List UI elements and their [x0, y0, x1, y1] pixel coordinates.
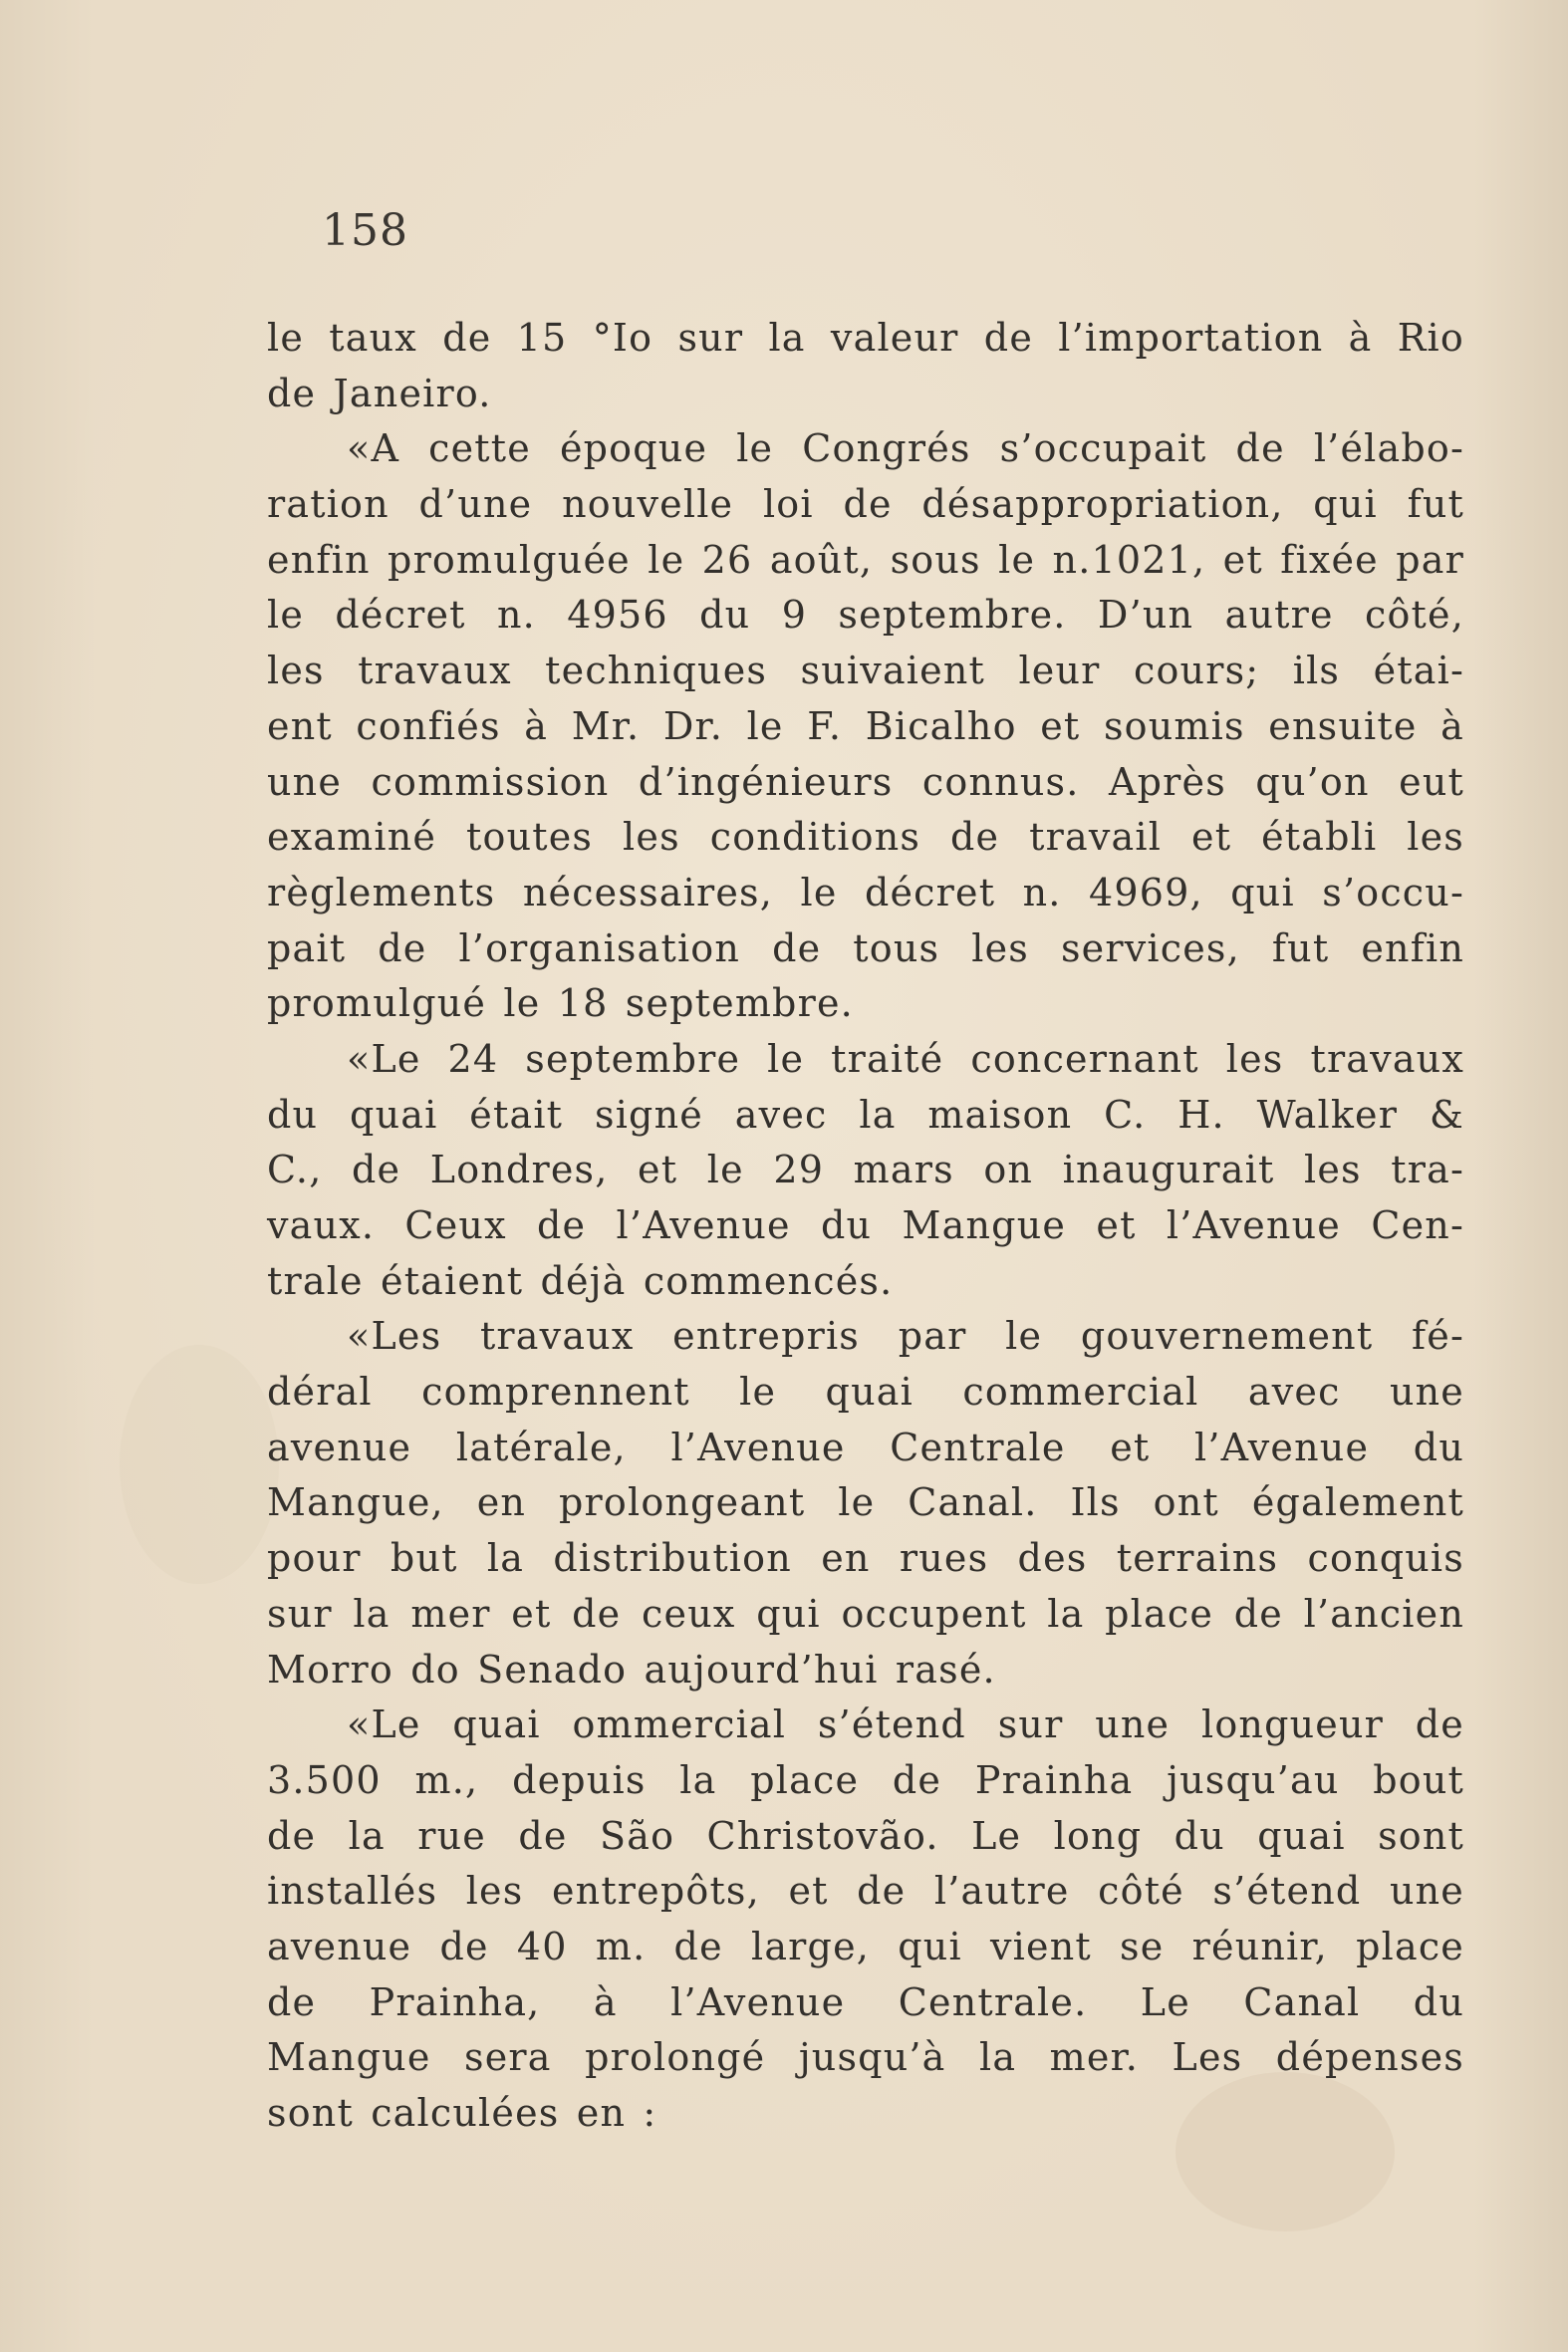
text-line: «Les travaux entrepris par le gouvernement fé-: [347, 1314, 1464, 1359]
page-number: 158: [322, 205, 408, 256]
text-line: ration d’une nouvelle loi de désappropriation, qui fut: [267, 482, 1464, 527]
text-line: les travaux techniques suivaient leur cours; ils étai-: [267, 649, 1464, 693]
text-line: C., de Londres, et le 29 mars on inaugurait les tra-: [267, 1148, 1464, 1192]
text-line: Mangue sera prolongé jusqu’à la mer. Les dépenses: [267, 2035, 1464, 2080]
text-line: sont calculées en :: [267, 2091, 657, 2135]
text-line: Morro do Senado aujourd’hui rasé.: [267, 1647, 996, 1692]
text-line: de la rue de São Christovão. Le long du quai sont: [267, 1813, 1464, 1858]
text-line: pait de l’organisation de tous les services, fut enfin: [267, 925, 1464, 970]
text-line: sur la mer et de ceux qui occupent la place de l’ancien: [267, 1591, 1464, 1636]
text-line: examiné toutes les conditions de travail et établi les: [267, 815, 1464, 860]
text-line: le décret n. 4956 du 9 septembre. D’un autre côté,: [267, 593, 1464, 638]
text-line: règlements nécessaires, le décret n. 4969, qui s’occu-: [267, 870, 1464, 915]
text-line: «Le 24 septembre le traité concernant les travaux: [347, 1036, 1464, 1081]
text-line: ent confiés à Mr. Dr. le F. Bicalho et soumis ensuite à: [267, 703, 1464, 748]
text-line: 3.500 m., depuis la place de Prainha jusqu’au bout: [267, 1757, 1464, 1802]
text-line: «Le quai ommercial s’étend sur une longueur de: [347, 1702, 1464, 1747]
text-line: du quai était signé avec la maison C. H. Walker &: [267, 1092, 1464, 1137]
text-line: vaux. Ceux de l’Avenue du Mangue et l’Avenue Cen-: [267, 1203, 1464, 1247]
text-line: trale étaient déjà commencés.: [267, 1258, 894, 1303]
text-line: une commission d’ingénieurs connus. Après qu’on eut: [267, 759, 1464, 804]
text-line: avenue latérale, l’Avenue Centrale et l’Avenue du: [267, 1425, 1464, 1469]
text-line: promulgué le 18 septembre.: [267, 981, 854, 1026]
text-line: déral comprennent le quai commercial avec une: [267, 1370, 1464, 1415]
text-line: pour but la distribution en rues des terrains conquis: [267, 1536, 1464, 1581]
text-line: installés les entrepôts, et de l’autre côté s’étend une: [267, 1869, 1464, 1914]
text-line: de Janeiro.: [267, 371, 492, 415]
body-text: [267, 311, 1464, 2142]
text-line: Mangue, en prolongeant le Canal. Ils ont également: [267, 1480, 1464, 1525]
text-line: «A cette époque le Congrés s’occupait de l’élabo-: [347, 426, 1464, 471]
text-line: de Prainha, à l’Avenue Centrale. Le Canal du: [267, 1979, 1464, 2024]
text-line: avenue de 40 m. de large, qui vient se réunir, place: [267, 1924, 1464, 1968]
text-line: enfin promulguée le 26 août, sous le n.1021, et fixée par: [267, 537, 1464, 582]
text-line: le taux de 15 °Io sur la valeur de l’importation à Rio: [267, 316, 1464, 360]
paper-stain: [120, 1345, 279, 1584]
